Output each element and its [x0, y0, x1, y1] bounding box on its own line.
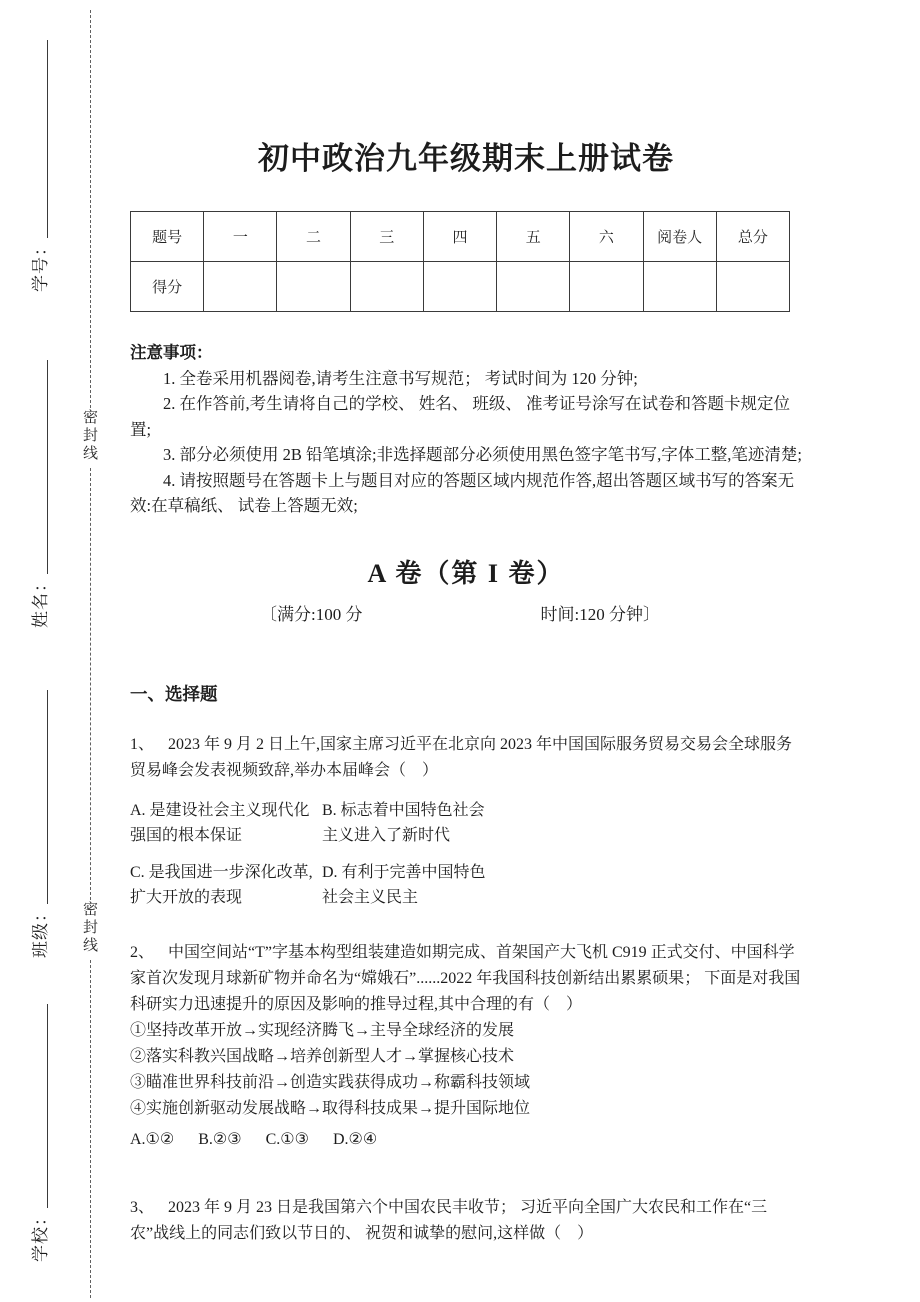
question-1-number: 1、: [130, 735, 155, 753]
question-2-text-line: [130, 940, 802, 1018]
notes-heading: 注意事项：: [130, 343, 213, 362]
fill-line: [47, 40, 48, 238]
question-2-statement-2: ②落实科教兴国战略→培养创新型人才→掌握核心技术: [130, 1047, 515, 1065]
header-cell-two: 二: [277, 212, 350, 262]
header-cell-three: 三: [350, 212, 423, 262]
question-2-answer-c: C.①③: [265, 1130, 309, 1148]
student-name-label: 姓名：: [31, 574, 50, 628]
note-item-2: 2. 在作答前,考生请将自己的学校、 姓名、 班级、 准考证号涂写在试卷和答题卡规定位置;: [130, 394, 790, 439]
full-score-note: 〔满分:100 分: [260, 604, 363, 624]
header-cell-total: 总分: [716, 212, 789, 262]
question-3-text-line: [130, 1195, 802, 1247]
question-2-answer-choices: [130, 1127, 802, 1153]
question-1-option-d: D. 有利于完善中国特色社会主义民主: [322, 863, 486, 906]
score-table: [130, 211, 790, 312]
header-cell-six: 六: [570, 212, 643, 262]
student-number-label: 学号：: [31, 238, 50, 292]
time-note: 时间:120 分钟〕: [540, 604, 660, 624]
seal-line-segment: [90, 468, 91, 900]
question-2-answer-d: D.②④: [332, 1130, 378, 1148]
header-cell-four: 四: [423, 212, 496, 262]
question-2-statements: [130, 1018, 802, 1122]
question-2-number: 2、: [130, 943, 155, 961]
question-3: [130, 1195, 802, 1247]
score-cell-empty: [350, 262, 423, 312]
header-cell-grader: 阅卷人: [643, 212, 716, 262]
seal-line-segment: [90, 10, 91, 408]
student-number-field: [27, 40, 53, 292]
question-1-text-line: [130, 732, 802, 784]
question-1-option-a: A. 是建设社会主义现代化强国的根本保证: [130, 801, 310, 844]
page-title: 初中政治九年级期末上册试卷: [258, 141, 674, 176]
score-cell-empty: [423, 262, 496, 312]
note-item-4: 4. 请按照题号在答题卡上与题目对应的答题区域内规范作答,超出答题区域书写的答案无效:在草稿纸、 试卷上答题无效;: [130, 470, 795, 515]
score-cell-empty: [204, 262, 277, 312]
score-time-row: [260, 600, 660, 625]
question-2-statement-1: ①坚持改革开放→实现经济腾飞→主导全球经济的发展: [130, 1021, 515, 1039]
header-cell-one: 一: [204, 212, 277, 262]
score-row-label: 得分: [131, 262, 204, 312]
question-1-text: 2023 年 9 月 2 日上午,国家主席习近平在北京向 2023 年中国国际服务贸易交易会全球服务贸易峰会发表视频致辞,举办本届峰会（ ）: [130, 735, 793, 779]
class-field: [27, 690, 53, 958]
question-1-option-b: B. 标志着中国特色社会主义进入了新时代: [322, 801, 485, 844]
question-1-options: [130, 798, 802, 910]
question-3-text: 2023 年 9 月 23 日是我国第六个中国农民丰收节； 习近平向全国广大农民和工作在“三农”战线上的同志们致以节日的、 祝贺和诚挚的慰问,这样做（ ）: [130, 1198, 768, 1242]
seal-line-text: 密封线: [81, 409, 97, 463]
score-cell-empty: [277, 262, 350, 312]
question-1-option-c: C. 是我国进一步深化改革,扩大开放的表现: [130, 863, 313, 906]
question-2-statement-3: ③瞄准世界科技前沿→创造实践获得成功→称霸科技领域: [130, 1073, 531, 1091]
score-cell-empty: [716, 262, 789, 312]
class-label: 班级：: [31, 904, 50, 958]
section-a-heading: A 卷（第 I 卷）: [367, 558, 565, 588]
question-1: [130, 732, 802, 910]
header-cell-question-number: 题号: [131, 212, 204, 262]
exam-paper: [130, 0, 802, 1247]
question-2: [130, 940, 802, 1153]
question-2-text: 中国空间站“T”字基本构型组装建造如期完成、首架国产大飞机 C919 正式交付、中国科学家首次发现月球新矿物并命名为“嫦娥石”......2022 年我国科技创新结出累累硕果； 下面是对我国科研实力迅速提升的原因及影响的推导过程,其中合理的有（ ）: [130, 943, 801, 1013]
question-2-answer-a: A.①②: [130, 1130, 175, 1148]
header-cell-five: 五: [497, 212, 570, 262]
fill-line: [47, 690, 48, 904]
question-2-statement-4: ④实施创新驱动发展战略→取得科技成果→提升国际地位: [130, 1099, 531, 1117]
fill-line: [47, 1004, 48, 1208]
exam-notes: [130, 340, 802, 519]
part-one-heading: 一、选择题: [130, 683, 218, 704]
student-name-field: [27, 360, 53, 628]
question-3-number: 3、: [130, 1198, 155, 1216]
note-item-3: 3. 部分必须使用 2B 铅笔填涂;非选择题部分必须使用黑色签字笔书写,字体工整,笔迹清楚;: [163, 445, 802, 464]
school-field: [27, 1004, 53, 1262]
note-item-1: 1. 全卷采用机器阅卷,请考生注意书写规范； 考试时间为 120 分钟;: [163, 368, 638, 388]
score-table-score-row: [131, 262, 790, 312]
question-2-answer-b: B.②③: [198, 1130, 242, 1148]
score-cell-empty: [570, 262, 643, 312]
score-cell-empty: [643, 262, 716, 312]
score-cell-empty: [497, 262, 570, 312]
seal-line-segment: [90, 960, 91, 1298]
fill-line: [47, 360, 48, 574]
seal-line-text: 密封线: [81, 901, 97, 955]
school-label: 学校：: [31, 1208, 50, 1262]
score-table-header-row: [131, 212, 790, 262]
